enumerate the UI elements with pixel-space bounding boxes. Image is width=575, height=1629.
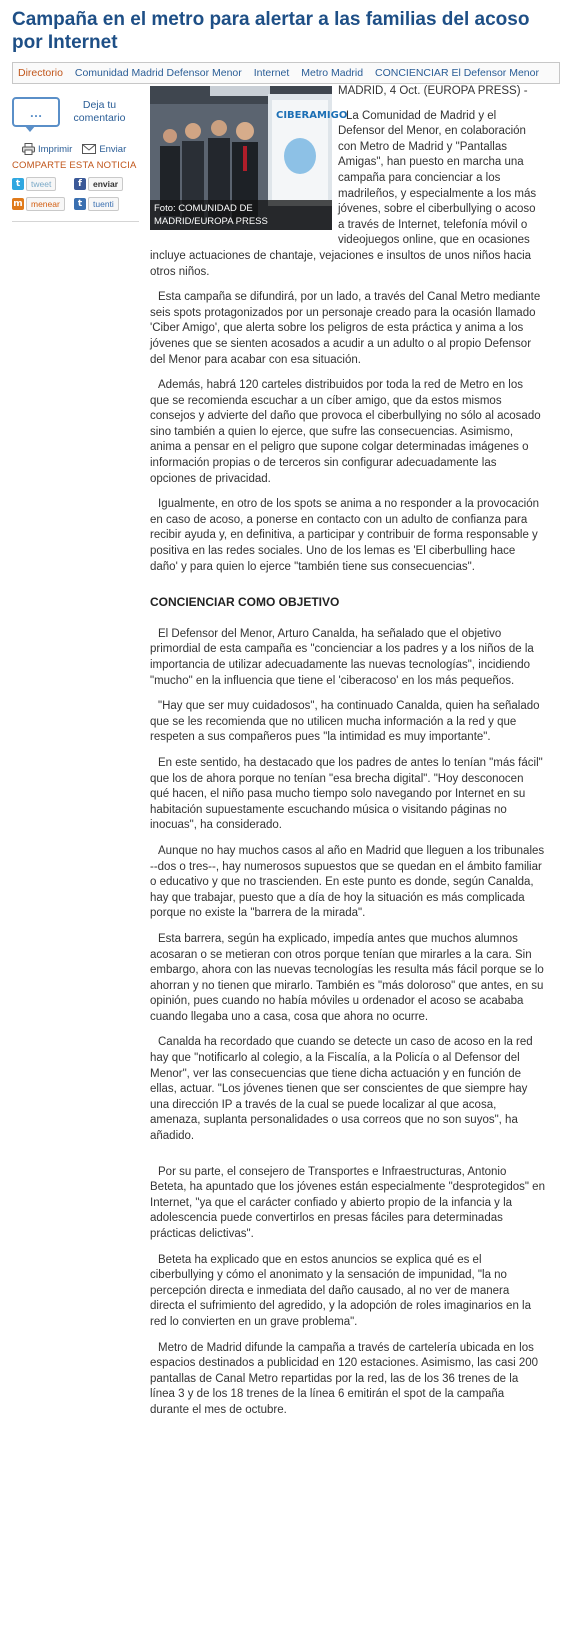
share-buttons bbox=[12, 177, 139, 211]
paragraph-gap bbox=[150, 1243, 545, 1253]
sidebar-divider bbox=[12, 221, 139, 222]
tuenti-share-button[interactable] bbox=[74, 197, 134, 211]
breadcrumb-directorio[interactable]: Directorio bbox=[18, 67, 63, 79]
comment-button[interactable] bbox=[12, 93, 139, 131]
dateline: MADRID, 4 Oct. (EUROPA PRESS) - bbox=[338, 85, 528, 97]
print-label: Imprimir bbox=[38, 143, 73, 155]
tweet-label: tweet bbox=[26, 177, 56, 191]
photo-spacer bbox=[150, 84, 338, 239]
printer-icon bbox=[22, 143, 35, 155]
meneame-icon: m bbox=[13, 199, 23, 209]
tuenti-label: tuenti bbox=[88, 197, 119, 211]
print-send-tools bbox=[12, 143, 139, 155]
paragraph-gap bbox=[150, 1145, 545, 1165]
share-title: COMPARTE ESTA NOTICIA bbox=[12, 160, 137, 171]
paragraph-gap bbox=[150, 834, 545, 844]
meneame-share-button[interactable] bbox=[12, 197, 72, 211]
article-tools-sidebar bbox=[12, 93, 139, 222]
paragraph-11: Por su parte, el consejero de Transportes e Infraestructuras, Antonio Beteta, ha apuntado que los jóvenes están especialmente "desprotegidos" en Internet, "ya que el carácter confiado y abierto propio de la infancia y la adolescencia puede convertirlos en presas fáciles para determinadas prácticas delictivas". bbox=[150, 1165, 545, 1240]
paragraph-4: Igualmente, en otro de los spots se anima a no responder a la provocación en caso de acoso, a ponerse en contacto con un adulto de confianza para recibir ayuda y, en definitiva, a participar y contribuir de forma responsable y positiva en las redes sociales. Uno de los lemas es 'El ciberbulling hace daño' y para quien lo ejerce "también tiene sus consecuencias". bbox=[150, 498, 540, 573]
tuenti-icon: t bbox=[74, 198, 86, 210]
facebook-share-button[interactable] bbox=[74, 177, 134, 191]
twitter-share-button[interactable] bbox=[12, 177, 72, 191]
article-body bbox=[150, 84, 545, 1419]
paragraph-10: Canalda ha recordado que cuando se detecte un caso de acoso en la red hay que "notificarlo al colegio, a la Fiscalía, a la Policía o al Defensor del Menor", ver las consecuencias que tiene dicha actuación y en función de ellas, actuar. "Los jóvenes tienen que ser conscientes de que siempre hay una dirección IP a través de la cual se puede localizar al que acosa, amenaza, suplanta personalidades o usa correos que no son suyos", ha añadido. bbox=[150, 1036, 533, 1143]
menear-label: menear bbox=[26, 197, 65, 211]
paragraph-8: Aunque no hay muchos casos al año en Madrid que lleguen a los tribunales --dos o tres--, hay numerosos supuestos que se quedan en el ámbito familiar o educativo y que no trascienden. En este punto es donde, según Canalda, hay que trabajar, puesto que a día de hoy la situación es más complicada porque no existe la "barrera de la mirada". bbox=[150, 844, 545, 920]
breadcrumb-internet[interactable]: Internet bbox=[253, 67, 290, 79]
print-button[interactable] bbox=[22, 143, 72, 155]
comment-label: Deja tu comentario bbox=[73, 99, 126, 124]
paragraph-9: Esta barrera, según ha explicado, impedía antes que muchos alumnos acosaran o se metieran con otros porque tenían que mirarles a la cara. Sin embargo, ahora con las nuevas tecnologías les resulta más fácil porque se lo ahorran y no tienen que mirarlo. También es "más doloroso" que antes, en su opinión, pues cuando no había móviles u ordenador el acoso se acababa cuando llegaba uno a casa, cosa que ahora no ocurre. bbox=[150, 932, 544, 1023]
photo-caption: Foto: COMUNIDAD DE MADRID/EUROPA PRESS bbox=[150, 200, 332, 230]
paragraph-12: Beteta ha explicado que en estos anuncios se explica qué es el ciberbullying y cómo el anonimato y la sensación de impunidad, "la no percepción directa e inmediata del daño causado, al no ver de manera directa el sufrimiento del agredido, y la adopción de roles imaginarios en la red lo convierten en un grave problema". bbox=[150, 1253, 531, 1328]
paragraph-13: Metro de Madrid difunde la campaña a través de cartelería ubicada en los espacios destinados a publicidad en 120 estaciones. Asimismo, las casi 200 pantallas de Canal Metro repartidas por la red, las de los 36 trenes de la línea 3 y de los 18 trenes de la línea 6 emitirán el spot de la campaña durante el mes de octubre. bbox=[150, 1341, 539, 1416]
paragraph-gap bbox=[150, 1331, 545, 1341]
envelope-icon bbox=[82, 144, 96, 154]
paragraph-5: El Defensor del Menor, Arturo Canalda, ha señalado que el objetivo primordial de esta campaña es "concienciar a los padres y a los niños de la importancia de utilizar adecuadamente las nuevas tecnologías", incidiendo "mucho" en la influencia que tiene el 'ciberacoso' en los más pequeños. bbox=[150, 627, 534, 687]
paragraph-gap bbox=[150, 689, 545, 699]
article-headline: Campaña en el metro para alertar a las familias del acoso por Internet bbox=[12, 9, 530, 53]
paragraph-gap bbox=[150, 746, 545, 756]
send-button[interactable] bbox=[82, 143, 126, 155]
breadcrumb-concienciar[interactable]: CONCIENCIAR El Defensor Menor bbox=[375, 67, 539, 79]
paragraph-gap bbox=[150, 280, 545, 290]
paragraph-gap bbox=[150, 487, 545, 497]
breadcrumb bbox=[12, 62, 560, 84]
paragraph-gap bbox=[150, 1025, 545, 1035]
paragraph-gap bbox=[150, 368, 545, 378]
facebook-icon: f bbox=[74, 178, 86, 190]
paragraph-3: Además, habrá 120 carteles distribuidos por toda la red de Metro en los que se recomienda escuchar a un cíber amigo, que da estos mismos consejos y advierte del daño que provoca el ciberbullying no sólo al acosado sino también a quien lo ejerce, que sufre las consecuencias. Asimismo, anima a pensar en el peligro que supone colgar determinadas imágenes o información propias o de terceros sin configurar adecuadamente las opciones de privacidad. bbox=[150, 379, 541, 485]
section-subhead: CONCIENCIAR COMO OBJETIVO bbox=[150, 595, 340, 610]
paragraph-1: La Comunidad de Madrid y el Defensor del Menor, en colaboración con Metro de Madrid y "Pantallas Amigas", han puesto en marcha una campaña para concienciar a los madrileños, y especialmente a los más jóvenes, sobre el ciberbullying o acoso a través de Internet, telefonía móvil o videojuegos online, que en ocasiones incluye actuaciones de chantaje, vejaciones e insultos de unos niños hacia otros niños. bbox=[150, 109, 537, 278]
breadcrumb-comunidad-madrid[interactable]: Comunidad Madrid Defensor Menor bbox=[74, 67, 242, 79]
paragraph-6: "Hay que ser muy cuidadosos", ha continuado Canalda, quien ha señalado que se les recomienda que no utilicen mucha información a la red y que respeten a sus compañeros pues "la intimidad es muy importante". bbox=[150, 700, 540, 744]
comment-bubble-icon: … bbox=[12, 97, 60, 127]
send-label: Enviar bbox=[99, 143, 127, 155]
enviar-label: enviar bbox=[88, 177, 123, 191]
breadcrumb-metro-madrid[interactable]: Metro Madrid bbox=[301, 67, 364, 79]
paragraph-7: En este sentido, ha destacado que los padres de antes lo tenían "más fácil" que los de ahora porque no tenían "esa brecha digital". "Hoy desconocen qué hacen, el niño pasa mucho tiempo solo navegando por Internet en su habitación supuestamente escuchando música o visitando páginas no inocuas", ha considerado. bbox=[150, 756, 543, 832]
twitter-icon: t bbox=[12, 178, 24, 190]
paragraph-gap bbox=[150, 922, 545, 932]
paragraph-2: Esta campaña se difundirá, por un lado, a través del Canal Metro mediante seis spots protagonizados por un personaje creado para la ocasión llamado 'Ciber Amigo', que alerta sobre los peligros de esta práctica y anima a los jóvenes que se sienten acosados a acudir a un adulto o al propio Defensor del Menor para acabar con esa situación. bbox=[150, 291, 541, 366]
poster-text: CIBERAMIGO bbox=[276, 110, 348, 121]
